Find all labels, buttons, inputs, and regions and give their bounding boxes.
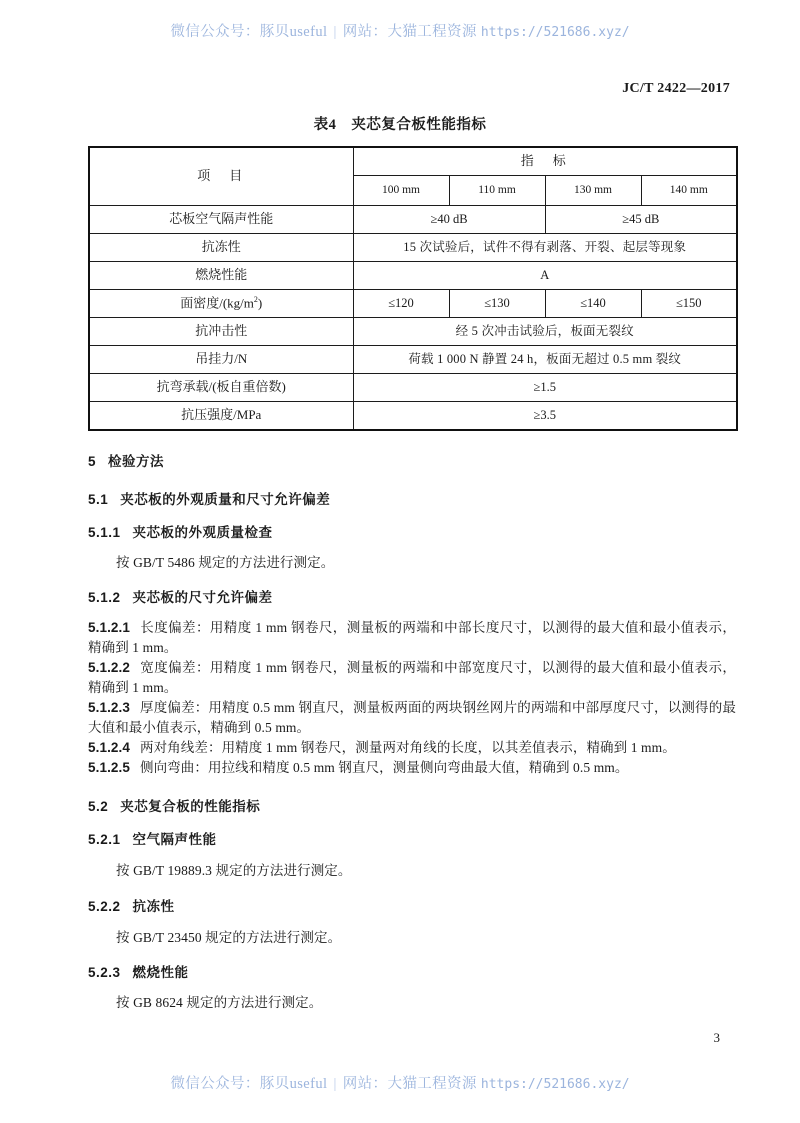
section-heading-5-2 [88,795,260,815]
table-row [89,290,737,318]
table-header-sub-100: 100 mm [353,176,449,206]
section-heading-5 [88,450,164,470]
table-row [89,402,737,430]
table-header-sub-140: 140 mm [641,176,737,206]
row-value-areal-density-140: ≤150 [641,290,737,318]
section-5-1-2-number: 5.1.2 [88,590,121,605]
watermark-top [0,20,800,41]
watermark-site-label: 网站：大猫工程资源 [342,24,477,40]
row-value-combustion: A [353,262,737,290]
watermark-separator: | [333,24,337,40]
section-heading-5-2-2 [88,895,175,915]
paragraph-5-1-2-3-number: 5.1.2.3 [88,700,130,715]
row-label-bending-capacity: 抗弯承载/(板自重倍数) [89,374,353,402]
section-5-title: 检验方法 [108,454,165,469]
table-row [89,374,737,402]
spec-table [88,146,738,431]
paragraph-5-1-2-2-number: 5.1.2.2 [88,660,130,675]
table-header-sub-110: 110 mm [449,176,545,206]
standard-code: JC/T 2422—2017 [622,81,730,96]
table-row [89,234,737,262]
section-5-2-2-title: 抗冻性 [132,899,175,914]
watermark-bottom [0,1072,800,1093]
row-label-hanging-force: 吊挂力/N [89,346,353,374]
paragraph-5-1-2-3 [88,698,736,738]
watermark-separator: | [333,1076,337,1092]
watermark-url: https://521686.xyz/ [480,25,630,40]
section-5-2-title: 夹芯复合板的性能指标 [120,799,261,814]
table-header-row-1 [89,147,737,176]
table-row [89,346,737,374]
paragraph-5-1-2-1-text: 长度偏差：用精度 1 mm 钢卷尺，测量板的两端和中部长度尺寸，以测得的最大值和最小值表示，精确到 1 mm。 [88,620,736,655]
section-heading-5-2-1 [88,828,217,848]
areal-density-superscript: 2 [253,294,258,304]
row-value-frost-resistance: 15 次试验后，试件不得有剥落、开裂、起层等现象 [353,234,737,262]
section-5-number: 5 [88,454,97,469]
table-header-index: 指 标 [353,147,737,176]
table-header-item: 项 目 [89,147,353,206]
row-value-bending-capacity: ≥1.5 [353,374,737,402]
section-5-1-1-title: 夹芯板的外观质量检查 [132,525,273,540]
row-label-frost-resistance: 抗冻性 [89,234,353,262]
row-label-sound-insulation: 芯板空气隔声性能 [89,206,353,234]
page-number: 3 [713,1030,720,1045]
paragraph-5-2-3-body: 按 GB 8624 规定的方法进行测定。 [116,995,323,1010]
paragraph-5-1-1-body: 按 GB/T 5486 规定的方法进行测定。 [116,555,335,570]
areal-density-base: 面密度/(kg/m [180,295,254,311]
row-label-areal-density [89,290,353,318]
paragraph-5-1-2-1-number: 5.1.2.1 [88,620,130,635]
table-row [89,206,737,234]
row-value-impact-resistance: 经 5 次冲击试验后，板面无裂纹 [353,318,737,346]
section-heading-5-1-1 [88,521,273,541]
section-5-2-number: 5.2 [88,799,109,814]
section-5-2-3-title: 燃烧性能 [132,965,189,980]
section-heading-5-1-2 [88,586,273,606]
watermark-site-label: 网站：大猫工程资源 [342,1076,477,1092]
section-5-2-1-number: 5.2.1 [88,832,121,847]
paragraph-5-1-2-4 [88,738,736,758]
row-label-combustion: 燃烧性能 [89,262,353,290]
paragraph-5-1-2-2-text: 宽度偏差：用精度 1 mm 钢卷尺，测量板的两端和中部宽度尺寸，以测得的最大值和最小值表示，精确到 1 mm。 [88,660,736,695]
section-5-1-title: 夹芯板的外观质量和尺寸允许偏差 [120,492,331,507]
watermark-wechat-label: 微信公众号：豚贝useful [170,24,328,40]
paragraph-5-1-2-3-text: 厚度偏差：用精度 0.5 mm 钢直尺，测量板两面的两块钢丝网片的两端和中部厚度尺寸，以测得的最大值和最小值表示，精确到 0.5 mm。 [88,700,736,735]
watermark-url: https://521686.xyz/ [480,1077,630,1092]
paragraph-5-2-2-body: 按 GB/T 23450 规定的方法进行测定。 [116,930,342,945]
row-value-compressive-strength: ≥3.5 [353,402,737,430]
row-value-areal-density-130: ≤140 [545,290,641,318]
table-row [89,262,737,290]
table-header-sub-130: 130 mm [545,176,641,206]
section-5-1-2-title: 夹芯板的尺寸允许偏差 [132,590,273,605]
paragraph-5-1-2-4-text: 两对角线差：用精度 1 mm 钢卷尺，测量两对角线的长度，以其差值表示，精确到 1 mm。 [139,740,676,755]
watermark-wechat-label: 微信公众号：豚贝useful [170,1076,328,1092]
section-5-1-1-number: 5.1.1 [88,525,121,540]
row-value-areal-density-110: ≤130 [449,290,545,318]
paragraph-5-1-2-1 [88,618,736,658]
row-value-hanging-force: 荷载 1 000 N 静置 24 h，板面无超过 0.5 mm 裂纹 [353,346,737,374]
paragraph-5-1-2-4-number: 5.1.2.4 [88,740,130,755]
paragraph-5-2-1-body: 按 GB/T 19889.3 规定的方法进行测定。 [116,863,352,878]
section-heading-5-1 [88,488,330,508]
paragraph-5-1-2-5 [88,758,736,778]
row-value-areal-density-100: ≤120 [353,290,449,318]
row-label-compressive-strength: 抗压强度/MPa [89,402,353,430]
table-row [89,318,737,346]
row-value-sound-insulation-1: ≥40 dB [353,206,545,234]
section-heading-5-2-3 [88,961,189,981]
table-caption: 表4 夹芯复合板性能指标 [313,117,487,133]
paragraph-5-1-2-2 [88,658,736,698]
section-5-2-3-number: 5.2.3 [88,965,121,980]
section-5-1-number: 5.1 [88,492,109,507]
paragraph-5-1-2-5-number: 5.1.2.5 [88,760,130,775]
section-5-2-1-title: 空气隔声性能 [132,832,217,847]
row-label-impact-resistance: 抗冲击性 [89,318,353,346]
row-value-sound-insulation-2: ≥45 dB [545,206,737,234]
section-5-2-2-number: 5.2.2 [88,899,121,914]
areal-density-tail: ) [257,295,263,311]
paragraph-5-1-2-5-text: 侧向弯曲：用拉线和精度 0.5 mm 钢直尺，测量侧向弯曲最大值，精确到 0.5 mm。 [139,760,629,775]
